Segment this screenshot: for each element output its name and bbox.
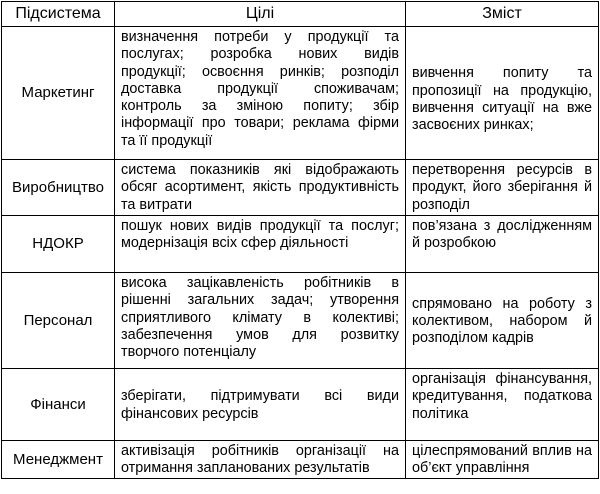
header-content: Зміст [406,2,599,27]
subsystem-cell: Виробництво [2,160,115,216]
goals-cell: визначення потреби у продукції та послугах; розробка нових видів продукції; освоєння ринків; розподіл доставка продукції споживачам; контроль за зміною попиту; збір інформації про товари; реклама фірми та її продукції [115,27,406,160]
subsystem-cell: Персонал [2,273,115,369]
goals-cell: активізація робітників організації на отримання запланованих результатів [115,441,406,479]
table-row [2,369,599,441]
header-row [2,2,599,27]
content-cell: перетворення ресурсів в продукт, його зберігання й розподіл [406,160,599,216]
content-cell: пов’язана з дослідженням й розробкою [406,216,599,273]
table-row [2,27,599,160]
content-cell: спрямовано на роботу з колективом, набором й розподілом кадрів [406,273,599,369]
goals-cell: висока зацікавленість робітників в рішенні загальних задач; утворення сприятливого клімату в колективі; забезпечення умов для розвитку творчого потенціалу [115,273,406,369]
subsystem-cell: Фінанси [2,369,115,441]
header-subsystem: Підсистема [2,2,115,27]
table-row [2,273,599,369]
subsystem-cell: Менеджмент [2,441,115,479]
content-cell: організація фінансування, кредитування, податкова політика [406,369,599,441]
table-row [2,441,599,479]
content-cell: вивчення попиту та пропозиції на продукцію, вивчення ситуації на вже засвоєних ринках; [406,27,599,160]
header-goals: Цілі [115,2,406,27]
content-cell: цілеспрямований вплив на об’єкт управління [406,441,599,479]
goals-cell: зберігати, підтримувати всі види фінансових ресурсів [115,369,406,441]
table-row [2,216,599,273]
subsystems-table [1,1,599,479]
subsystem-cell: Маркетинг [2,27,115,160]
goals-cell: система показників які відображають обсяг асортимент, якість продуктивність та витрати [115,160,406,216]
goals-cell: пошук нових видів продукції та послуг; модернізація всіх сфер діяльності [115,216,406,273]
subsystem-cell: НДОКР [2,216,115,273]
table-row [2,160,599,216]
